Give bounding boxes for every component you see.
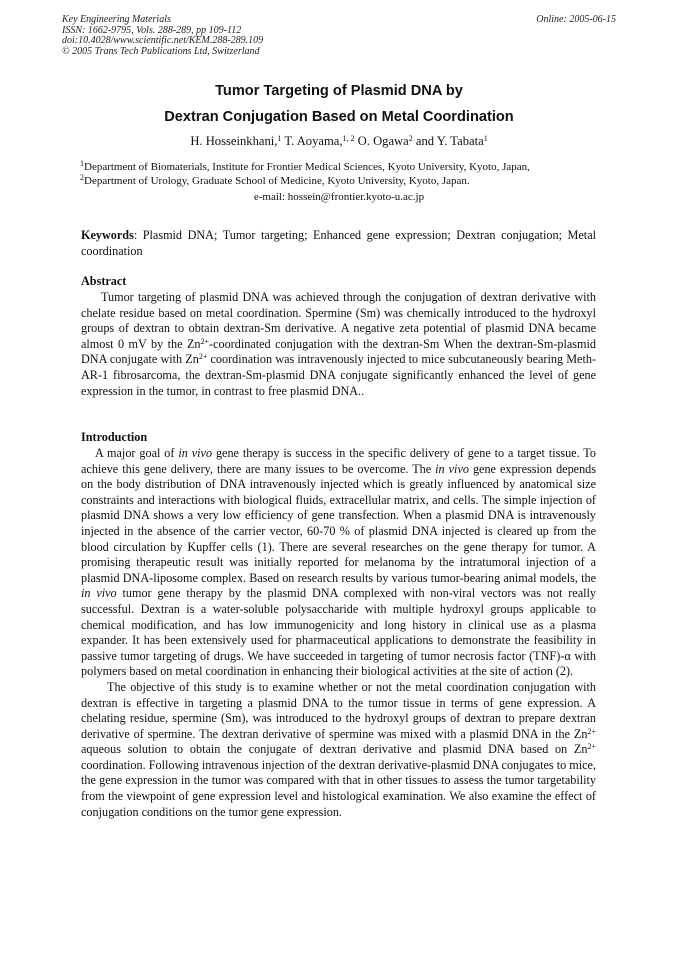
italic-term: in vivo xyxy=(435,461,469,476)
ion-charge-sup: 2+ xyxy=(587,726,596,736)
author-name: T. Aoyama, xyxy=(284,134,343,148)
affiliation-2 xyxy=(80,172,598,189)
affiliations xyxy=(80,161,598,188)
paper-title-line-2: Dextran Conjugation Based on Metal Coordination xyxy=(164,109,514,125)
italic-term: in vivo xyxy=(81,586,117,601)
text-seg: The objective of this study is to examine whether or not the metal coordination conjugation with dextran is effective in targeting a plasmid DNA to the tumor tissue in terms of gene expression. A chelating residue, spermine (Sm), was introduced to the hydroxyl groups of dextran to prepare dextran derivative of spermine. The dextran derivative of spermine was mixed with a plasmid DNA in the Zn xyxy=(81,679,596,741)
contact-email: e-mail: hossein@frontier.kyoto-u.ac.jp xyxy=(253,191,425,203)
ion-charge-sup: 2+ xyxy=(587,742,596,752)
keywords xyxy=(81,228,596,259)
copyright-line: © 2005 Trans Tech Publications Ltd, Switzerland xyxy=(62,45,260,57)
affil-text: Department of Biomaterials, Institute for Frontier Medical Sciences, Kyoto University, Kyoto, Japan, xyxy=(84,161,530,173)
ion-charge-sup: 2+ xyxy=(198,352,208,362)
keywords-label: Keywords xyxy=(81,228,134,242)
intro-paragraph-2 xyxy=(81,680,596,820)
author-affil-sup: 2 xyxy=(408,134,413,143)
doi-line: doi:10.4028/www.scientific.net/KEM.288-289.109 xyxy=(62,35,264,46)
keywords-text: : Plasmid DNA; Tumor targeting; Enhanced gene expression; Dextran conjugation; Metal coordination xyxy=(81,228,596,258)
affil-sup: 1 xyxy=(80,159,84,168)
text-seg: gene expression depends on the body distribution of DNA intravenously injected which is greatly influenced by anatomical size constraints and interactions with biological fluids, extracellular matrix, and cells. The simple injection of plasmid DNA shows a very low efficiency of gene transfection. When a plasmid DNA is intravenously injected in the absence of the carrier vector, 60-70 % of plasmid DNA injected is cleared up from the blood circulation by Kupffer cells (1). There are several researches on the gene therapy for tumor. A promising therapeutic result was initially reported for melanoma by the intratumoral injection of a plasmid DNA-liposome complex. Based on research results by various tumor-bearing animal models, the xyxy=(81,461,596,585)
author-list xyxy=(0,134,678,149)
affil-sup: 2 xyxy=(80,172,84,182)
ion-charge-sup: 2+ xyxy=(200,336,210,346)
author-name: and Y. Tabata xyxy=(415,134,484,148)
abstract-seg: -coordinated conjugation with the dextran-Sm When the dextran-Sm-plasmid DNA conjugate with Zn xyxy=(81,336,596,367)
author-affil-sup: 1 xyxy=(277,134,282,143)
text-seg: A major goal of xyxy=(95,446,179,460)
abstract-seg: Tumor targeting of plasmid DNA was achieved through the conjugation of dextran derivative with chelate residue based on metal coordination. Spermine (Sm) was chemically introduced to the hydroxyl groups of dextran to obtain dextran-Sm derivative. A negative zeta potential of plasmid DNA became almost 0 mV by the Zn xyxy=(81,290,596,351)
text-seg: aqueous solution to obtain the conjugate of dextran derivative and plasmid DNA based on Zn xyxy=(81,742,588,757)
abstract-seg: coordination was intravenously injected to mice subcutaneously bearing Meth-AR-1 fibrosarcoma, the dextran-Sm-plasmid DNA conjugate significantly enhanced the level of gene expression in the tumor, in contrast to free plasmid DNA.. xyxy=(81,352,596,398)
author-affil-sup: 1, 2 xyxy=(342,134,355,143)
abstract-text xyxy=(81,290,596,399)
abstract-heading: Abstract xyxy=(81,274,127,288)
journal-header xyxy=(62,15,263,57)
author-name: O. Ogawa xyxy=(357,134,409,148)
text-seg: gene therapy is success in the specific delivery of gene to a target tissue. To achieve this gene delivery, there are many issues to be overcome. The xyxy=(81,446,596,476)
text-seg: coordination. Following intravenous injection of the dextran derivative-plasmid DNA conjugates to mice, the gene expression in the tumor was compared with that in other tissues to assess the tumor targetability from the viewpoint of gene expression level and histological examination. We also examine the effect of conjugation conditions on the tumor gene expression. xyxy=(81,757,596,819)
journal-name: Key Engineering Materials xyxy=(62,14,171,25)
author-name: H. Hosseinkhani, xyxy=(190,134,278,148)
author-affil-sup: 1 xyxy=(483,134,488,143)
affil-text: Department of Urology, Graduate School of Medicine, Kyoto University, Kyoto, Japan. xyxy=(84,174,470,187)
text-seg: tumor gene therapy by the plasmid DNA complexed with non-viral vectors was not really successful. Dextran is a water-soluble polysaccharide with multiple hydroxyl groups applicable to chemical modification, and has low immunogenicity and long history in clinical use as a plasma expander. It has been extensively used for pharmaceutical applications to demonstrate the feasibility in passive tumor targeting of drugs. We have succeeded in targeting of tumor necrosis factor (TNF)-α with polymers based on metal coordination in enhancing their biological activities at the site of action (2). xyxy=(81,586,596,679)
italic-term: in vivo xyxy=(178,446,213,460)
paper-title-line-1: Tumor Targeting of Plasmid DNA by xyxy=(215,83,463,99)
intro-paragraph-1 xyxy=(81,446,596,680)
introduction-heading: Introduction xyxy=(81,430,148,444)
introduction-text xyxy=(81,446,596,820)
issn-line: ISSN: 1662-9795, Vols. 288-289, pp 109-112 xyxy=(62,24,242,36)
affiliation-1 xyxy=(80,161,598,175)
online-date: Online: 2005-06-15 xyxy=(536,14,616,25)
